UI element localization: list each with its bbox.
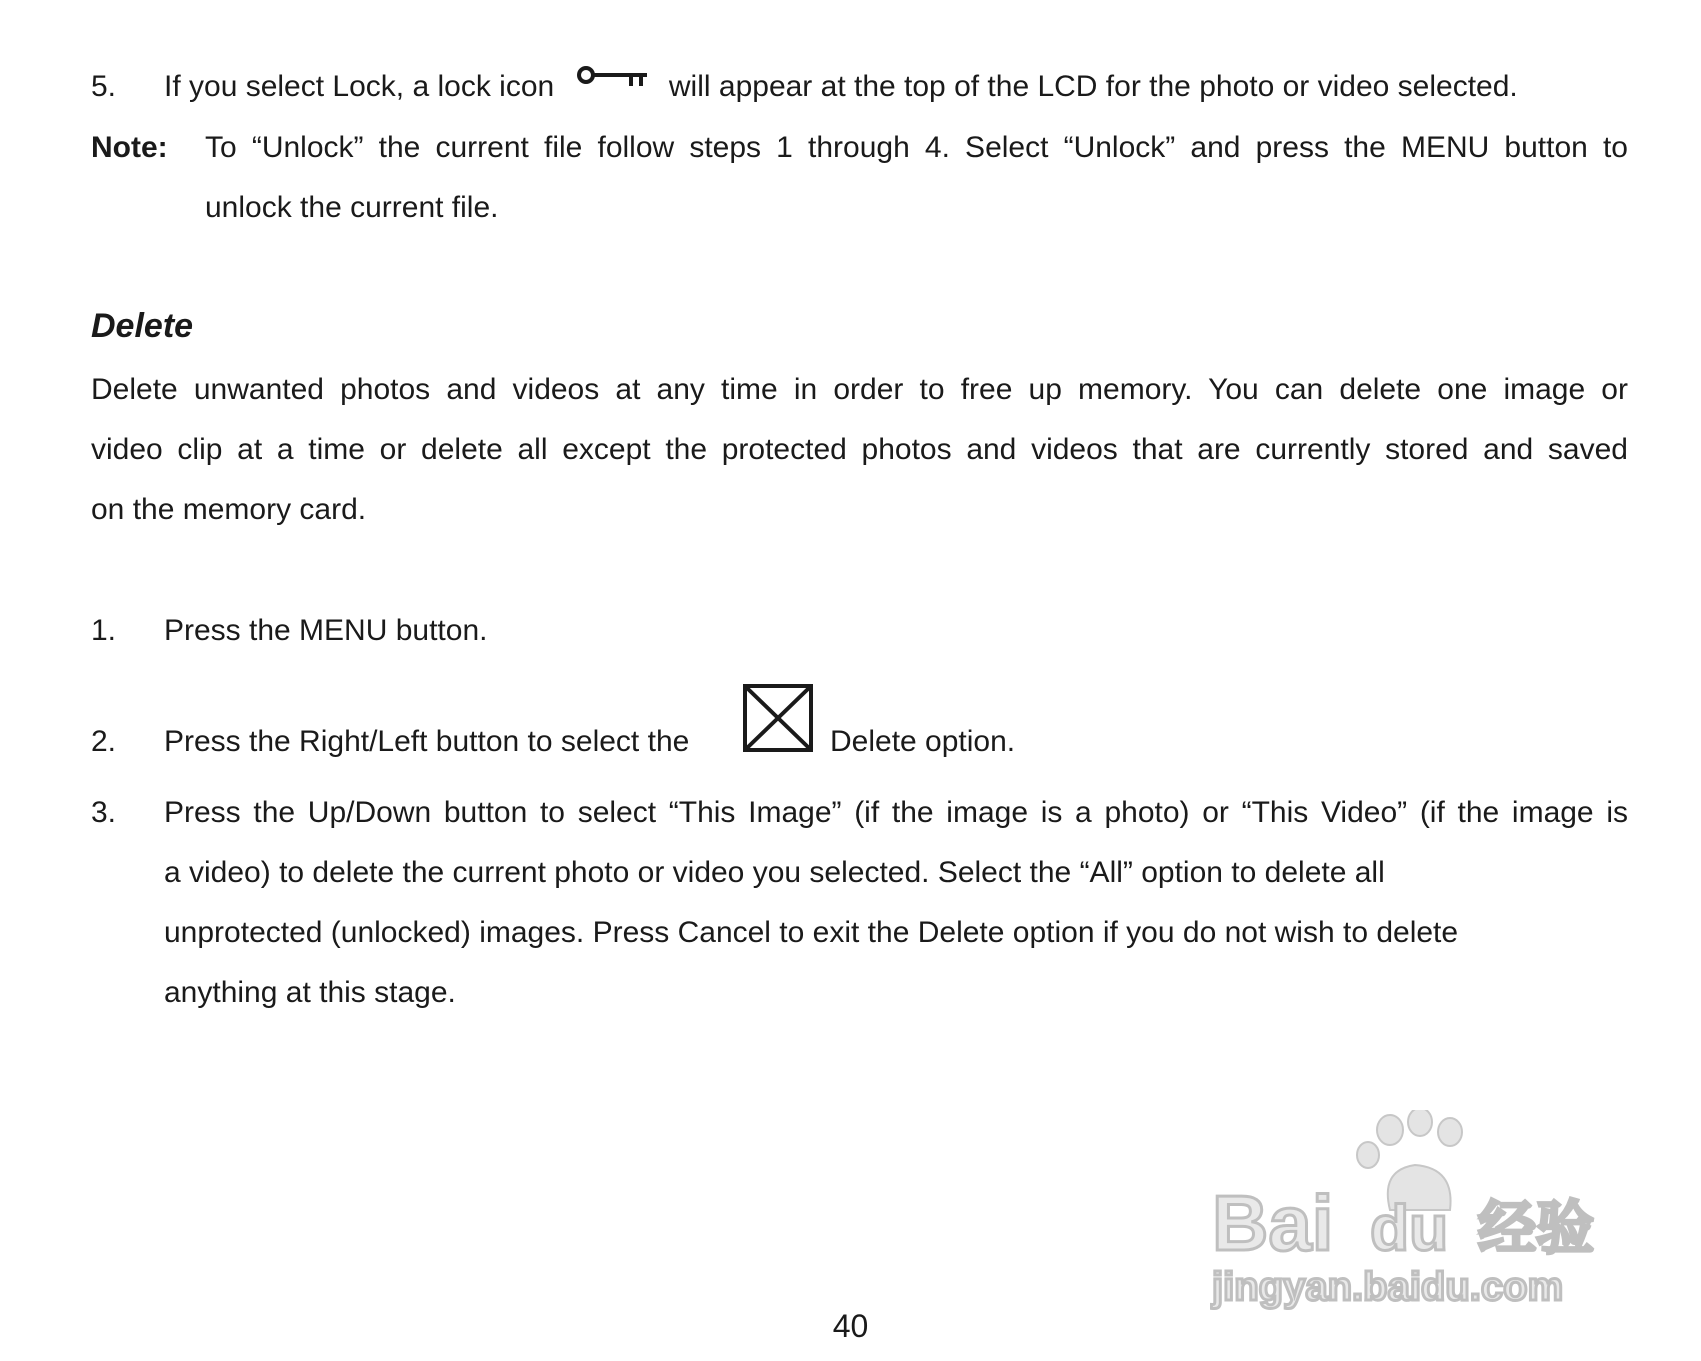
section-heading: Delete — [91, 307, 194, 345]
baidu-watermark-logo — [1210, 1110, 1620, 1310]
step-3-line-4: anything at this stage. — [164, 976, 456, 1009]
note-label: Note: — [91, 131, 168, 164]
svg-text:Bai: Bai — [1212, 1179, 1334, 1267]
step-number: 3. — [91, 796, 117, 829]
step-text — [164, 72, 1518, 103]
step-text-before: If you select Lock, a lock icon — [164, 70, 555, 103]
step-text-before: Press the Right/Left button to select the — [164, 725, 690, 758]
note-line-2: unlock the current file. — [205, 191, 499, 224]
step-number: 2. — [91, 725, 117, 758]
svg-text:经验: 经验 — [1478, 1196, 1595, 1261]
step-3-line-1: Press the Up/Down button to select “This Image” (if the image is a photo) or “This Video” (if the image is — [164, 796, 1628, 829]
intro-line-2: video clip at a time or delete all except the protected photos and videos that are currently stored and saved — [91, 433, 1628, 466]
key-icon — [575, 65, 651, 95]
step-text-after: Delete option. — [830, 725, 1016, 758]
intro-line-3: on the memory card. — [91, 493, 367, 526]
step-number: 1. — [91, 614, 117, 647]
step-text — [164, 727, 689, 757]
step-3-line-3: unprotected (unlocked) images. Press Cancel to exit the Delete option if you do not wish to delete — [164, 916, 1459, 949]
note-line-1: To “Unlock” the current file follow steps 1 through 4. Select “Unlock” and press the MENU button to — [205, 131, 1628, 164]
page-number: 40 — [832, 1308, 869, 1344]
step-text-after: will appear at the top of the LCD for the photo or video selected. — [668, 70, 1518, 103]
delete-box-icon — [743, 684, 813, 752]
svg-text:jingyan.baidu.com: jingyan.baidu.com — [1212, 1265, 1564, 1309]
intro-line-1: Delete unwanted photos and videos at any time in order to free up memory. You can delete one image or — [91, 373, 1628, 406]
svg-text:du: du — [1370, 1192, 1449, 1264]
step-3-line-2: a video) to delete the current photo or video you selected. Select the “All” option to delete all — [164, 856, 1385, 889]
step-number: 5. — [91, 70, 117, 103]
step-text: Press the MENU button. — [164, 614, 488, 647]
